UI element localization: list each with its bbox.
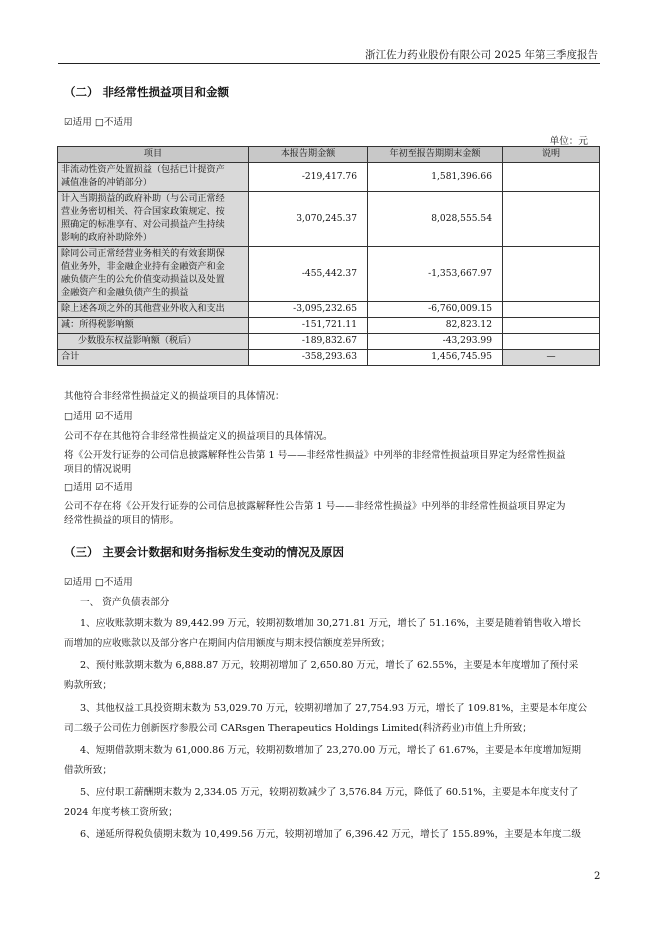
row-ytd: -43,293.99 — [368, 334, 503, 350]
paragraph-line: 经常性损益的项目的情形。 — [64, 515, 180, 526]
row-label — [58, 318, 249, 334]
table-row — [58, 318, 600, 334]
row-label-line: 照确定的标准享有、对公司损益产生持续 — [61, 220, 225, 230]
row-label-line: 除上述各项之外的其他营业外收入和支出 — [61, 304, 225, 314]
header-ytd: 年初至报告期期末金额 — [368, 147, 503, 163]
table-row — [58, 163, 600, 192]
row-label — [58, 350, 249, 366]
row-label — [58, 334, 249, 350]
table-header-row — [58, 147, 600, 163]
section-title-changes: （三） 主要会计数据和财务指标发生变动的情况及原因 — [64, 545, 345, 559]
header-note: 说明 — [503, 147, 600, 163]
row-current: -151,721.11 — [249, 318, 368, 334]
paragraph-line: 3、其他权益工具投资期末数为 53,029.70 万元，较期初增加了 27,754.93 万元，增长了 109.81%，主要是本年度公 — [80, 703, 588, 714]
row-label-line: 金融资产和金融负债产生的损益 — [61, 288, 189, 298]
header-item: 项目 — [58, 147, 249, 163]
row-label — [58, 247, 249, 302]
row-current: -358,293.63 — [249, 350, 368, 366]
unit-label: 单位：元 — [549, 136, 588, 147]
page-number: 2 — [594, 871, 601, 882]
row-label-line: 减值准备的冲销部分） — [61, 178, 152, 188]
paragraph-line: 项目的情况说明 — [64, 464, 132, 475]
row-note — [503, 334, 600, 350]
row-current: 3,070,245.37 — [249, 192, 368, 247]
paragraph-line: 公司不存在其他符合非经常性损益定义的损益项目的具体情况。 — [64, 431, 333, 442]
table-row — [58, 192, 600, 247]
row-note — [503, 163, 600, 192]
paragraph-line: 司二级子公司佐力创新医疗参股公司 CARsgen Therapeutics Holdings Limited(科济药业)市值上升所致； — [64, 723, 532, 734]
row-label-line: 除同公司正常经营业务相关的有效套期保 — [61, 249, 225, 259]
row-label-line: 值业务外，非金融企业持有金融资产和金 — [61, 262, 225, 272]
paragraph-line: 而增加的应收账款以及部分客户在期间内信用额度与期末授信额度差异所致； — [64, 638, 391, 649]
row-note — [503, 302, 600, 318]
row-note: — — [503, 350, 600, 366]
row-current: -189,832.67 — [249, 334, 368, 350]
row-ytd: 1,581,396.66 — [368, 163, 503, 192]
paragraph-line: 2024 年度考核工资所致； — [64, 807, 178, 818]
row-label-line: 减：所得税影响额 — [61, 320, 134, 330]
report-header: 浙江佐力药业股份有限公司 2025 年第三季度报告 — [365, 49, 598, 61]
paragraph-line: 购款所致； — [64, 680, 112, 691]
table-row-total — [58, 350, 600, 366]
paragraph-line: 借款所致； — [64, 765, 112, 776]
row-label-line: 少数股东权益影响额（税后） — [78, 336, 197, 346]
paragraph-line: 将《公开发行证券的公司信息披露解释性公告第 1 号——非经常性损益》中列举的非经常性损益项目界定为经常性损益 — [64, 450, 566, 461]
row-label — [58, 192, 249, 247]
applicability-other: □适用 ☑不适用 — [64, 411, 133, 422]
row-ytd: 1,456,745.95 — [368, 350, 503, 366]
row-ytd: 8,028,555.54 — [368, 192, 503, 247]
row-current: -455,442.37 — [249, 247, 368, 302]
row-current: -219,417.76 — [249, 163, 368, 192]
paragraph-line: 5、应付职工薪酬期末数为 2,334.05 万元，较期初数减少了 3,576.84 万元，降低了 60.51%，主要是本年度支付了 — [80, 787, 579, 798]
row-label-line: 营业务密切相关、符合国家政策规定、按 — [61, 207, 225, 217]
row-label — [58, 163, 249, 192]
applicability-non-recurring: ☑适用 □不适用 — [64, 117, 133, 128]
applicability-changes: ☑适用 □不适用 — [64, 577, 133, 588]
paragraph-line: 4、短期借款期末数为 61,000.86 万元，较期初数增加了 23,270.00 万元，增长了 61.67%，主要是本年度增加短期 — [80, 745, 581, 756]
row-label-line: 融负债产生的公允价值变动损益以及处置 — [61, 275, 225, 285]
paragraph-line: 1、应收账款期末数为 89,442.99 万元，较期初数增加 30,271.81 万元，增长了 51.16%，主要是随着销售收入增长 — [80, 618, 581, 629]
header-rule — [58, 63, 600, 64]
paragraph-line: 6、递延所得税负债期末数为 10,499.56 万元，较期初增加了 6,396.42 万元，增长了 155.89%，主要是本年度二级 — [80, 829, 581, 840]
row-label-line: 计入当期损益的政府补助（与公司正常经 — [61, 194, 225, 204]
row-ytd: -1,353,667.97 — [368, 247, 503, 302]
row-label — [58, 302, 249, 318]
applicability-reclass: □适用 ☑不适用 — [64, 482, 133, 493]
row-note — [503, 247, 600, 302]
row-label-line: 非流动性资产处置损益（包括已计提资产 — [61, 165, 225, 175]
row-note — [503, 192, 600, 247]
row-current: -3,095,232.65 — [249, 302, 368, 318]
row-ytd: -6,760,009.15 — [368, 302, 503, 318]
header-current: 本报告期金额 — [249, 147, 368, 163]
non-recurring-table — [57, 146, 600, 366]
table-row — [58, 334, 600, 350]
table-row — [58, 302, 600, 318]
section-title-non-recurring: （二） 非经常性损益项目和金额 — [64, 85, 230, 99]
paragraph-line: 公司不存在将《公开发行证券的公司信息披露解释性公告第 1 号——非经常性损益》中列举的非经常性损益项目界定为 — [64, 501, 566, 512]
row-label-line: 合计 — [61, 352, 80, 362]
row-note — [503, 318, 600, 334]
table-row — [58, 247, 600, 302]
paragraph-line: 其他符合非经常性损益定义的损益项目的具体情况： — [64, 391, 285, 402]
paragraph-line: 2、预付账款期末数为 6,888.87 万元，较期初增加了 2,650.80 万元，增长了 62.55%，主要是本年度增加了预付采 — [80, 660, 579, 671]
row-label-line: 影响的政府补助除外） — [61, 233, 152, 243]
row-ytd: 82,823.12 — [368, 318, 503, 334]
sub-heading-balance-sheet: 一、 资产负债表部分 — [80, 597, 170, 608]
